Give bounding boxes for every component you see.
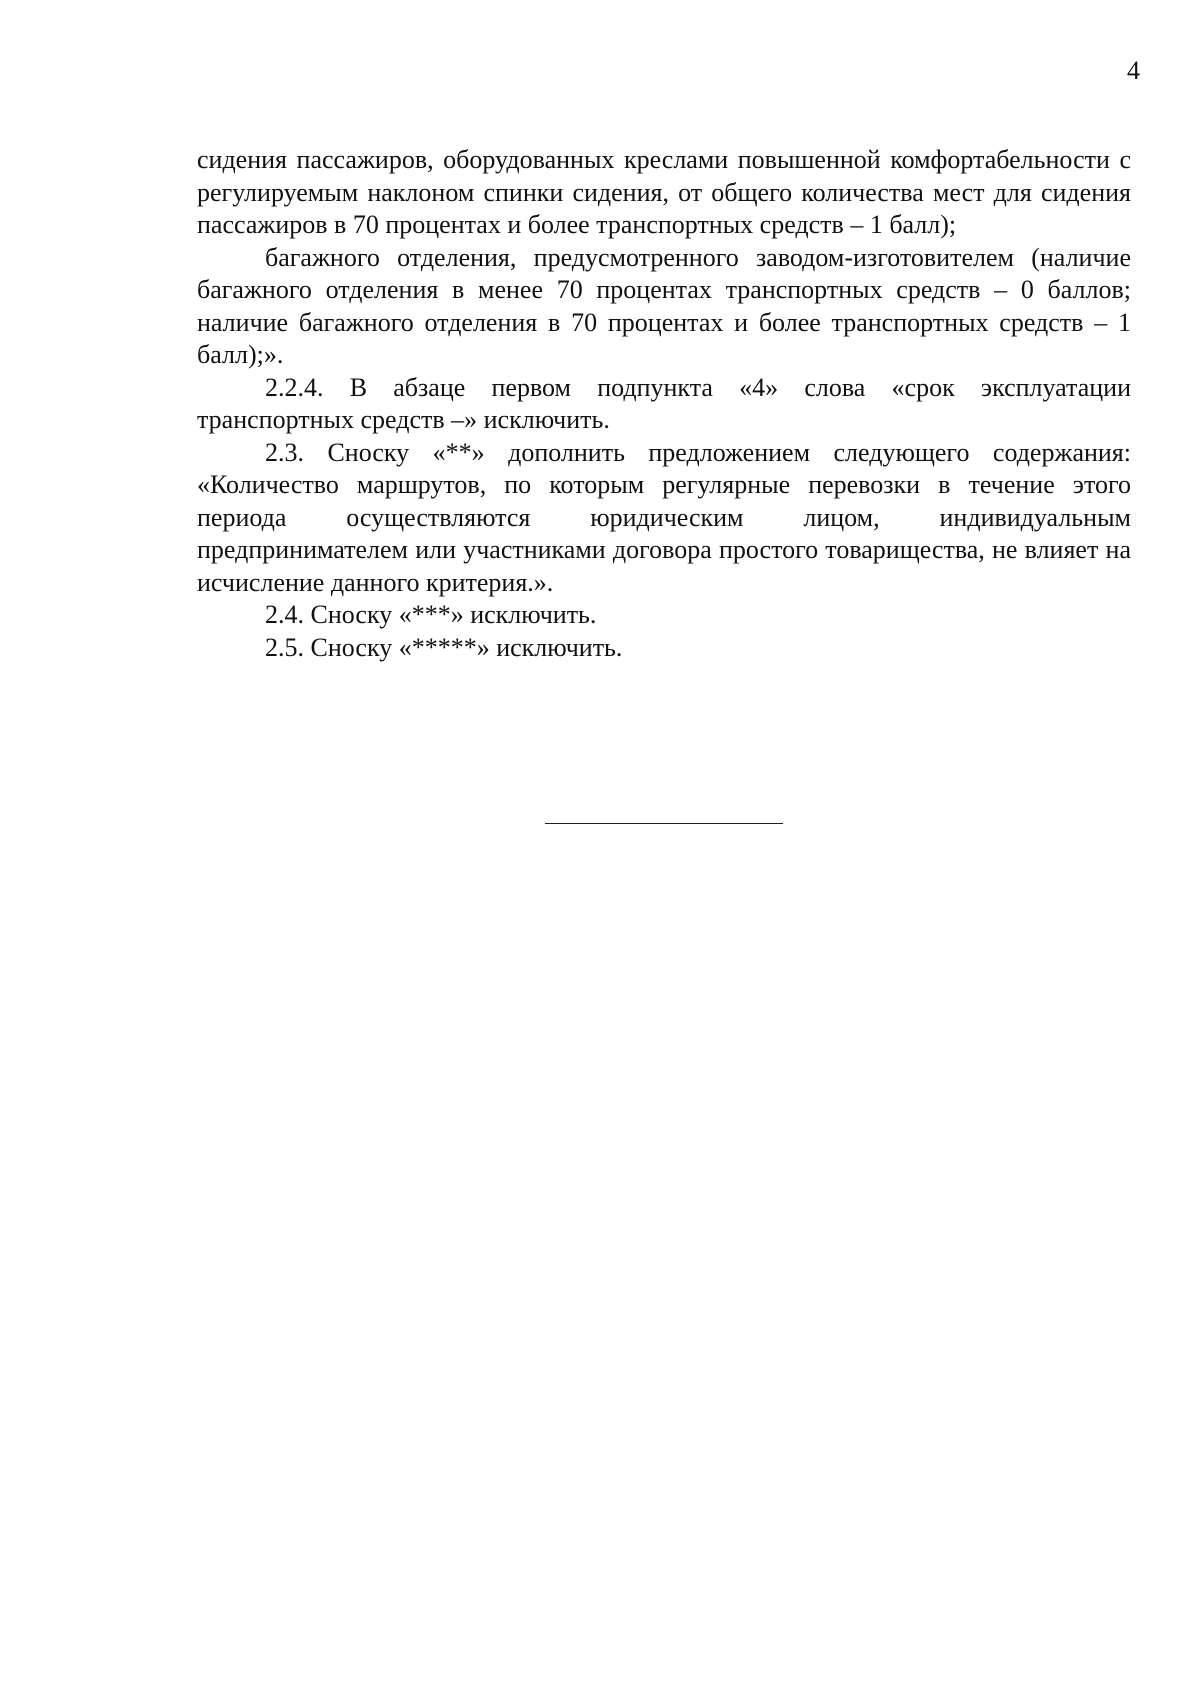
paragraph-item-2-3: 2.3. Сноску «**» дополнить предложением следующего содержания: «Количество маршрутов, по которым регулярные перевозки в течение этого периода осуществляются юридическим лицом, индивидуальным предпринимателем или участниками договора простого товарищества, не влияет на исчисление данного критерия.». xyxy=(197,437,1131,597)
document-body xyxy=(197,144,1131,664)
paragraph-baggage: багажного отделения, предусмотренного заводом-изготовителем (наличие багажного отделения в менее 70 процентах транспортных средств – 0 баллов; наличие багажного отделения в 70 процентах и более транспортных средств – 1 балл);». xyxy=(197,242,1131,369)
paragraph-item-2-5: 2.5. Сноску «*****» исключить. xyxy=(265,632,623,662)
paragraph-item-2-4: 2.4. Сноску «***» исключить. xyxy=(265,600,597,629)
paragraph-item-2-2-4: 2.2.4. В абзаце первом подпункта «4» слова «срок эксплуатации транспортных средств –» исключить. xyxy=(197,372,1131,434)
paragraph-seats-continuation: сидения пассажиров, оборудованных креслами повышенной комфортабельности с регулируемым наклоном спинки сидения, от общего количества мест для сидения пассажиров в 70 процентах и более транспортных средств – 1 балл); xyxy=(197,145,1131,239)
end-divider-line xyxy=(545,823,783,824)
page-number: 4 xyxy=(1127,56,1140,85)
